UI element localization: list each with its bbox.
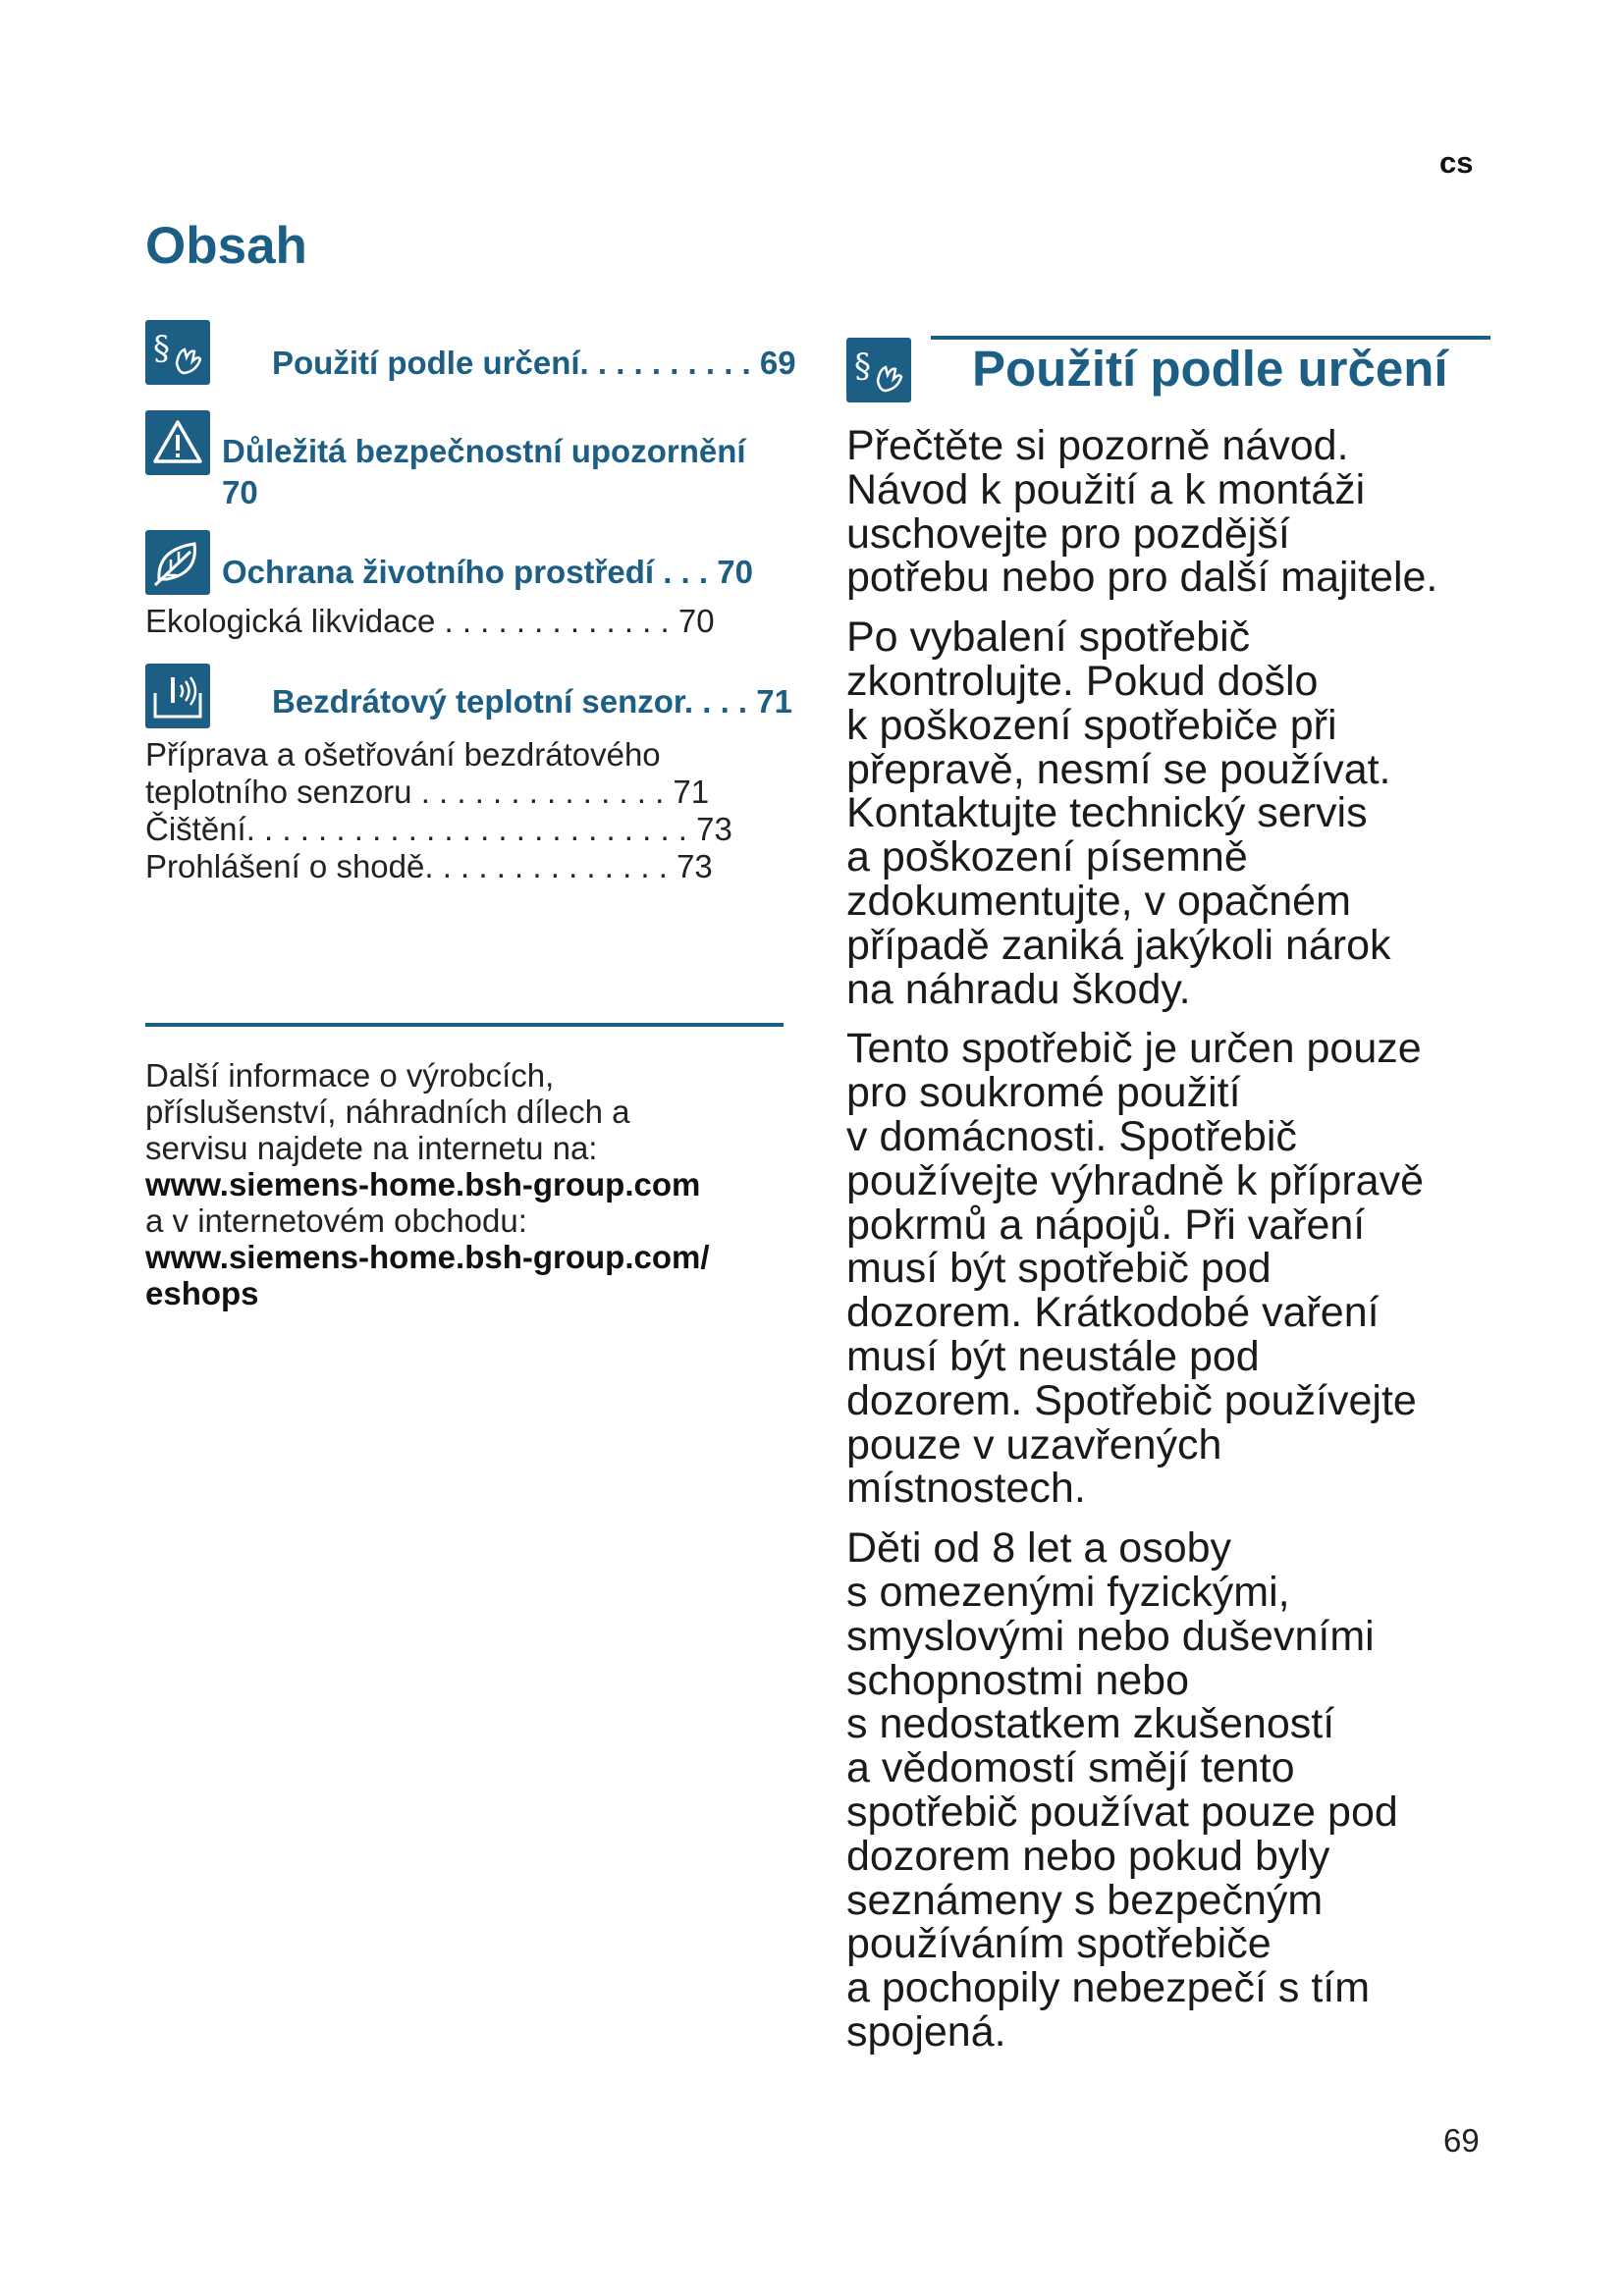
line: Po vybalení spotřebič: [846, 614, 1251, 662]
line: s nedostatkem zkušeností: [846, 1700, 1335, 1748]
leaf-icon: [145, 530, 210, 595]
paragraph: [846, 424, 1514, 600]
line: a poškození písemně: [846, 833, 1248, 881]
line: Návod k použití a k montáži: [846, 465, 1366, 513]
toc-item-environment[interactable]: Ochrana životního prostředí . . . 70: [222, 554, 753, 590]
column-divider: [145, 1023, 784, 1027]
section-title: Použití podle určení: [972, 341, 1448, 397]
line: Děti od 8 let a osoby: [846, 1524, 1232, 1573]
line: uschovejte pro pozdější: [846, 509, 1290, 558]
toc-item-intended-use[interactable]: Použití podle určení. . . . . . . . . . 69: [272, 345, 796, 381]
toc-subitem-cleaning[interactable]: Čištění. . . . . . . . . . . . . . . . . . . . . . . . . 73: [145, 811, 732, 847]
line: případě zaniká jakýkoli nárok: [846, 921, 1391, 969]
page-number: 69: [1443, 2122, 1480, 2159]
line: v domácnosti. Spotřebič: [846, 1112, 1297, 1160]
line: používejte výhradně k přípravě: [846, 1156, 1424, 1204]
line: dozorem. Spotřebič používejte: [846, 1376, 1417, 1424]
info-line: a v internetovém obchodu:: [145, 1202, 527, 1239]
svg-text:§: §: [854, 347, 871, 386]
line: seznámeny s bezpečným: [846, 1876, 1324, 1924]
line: zdokumentujte, v opačném: [846, 877, 1351, 925]
line: schopnostmi nebo: [846, 1656, 1189, 1704]
info-line: Další informace o výrobcích,: [145, 1057, 555, 1094]
line: místnostech.: [846, 1465, 1086, 1513]
paragraph-hand-icon: [846, 338, 911, 402]
line: Tento spotřebič je určen pouze: [846, 1025, 1422, 1073]
toc-item-wireless-sensor[interactable]: Bezdrátový teplotní senzor. . . . 71: [272, 683, 792, 720]
warning-triangle-icon: [145, 410, 210, 475]
line: pro soukromé použití: [846, 1069, 1241, 1117]
paragraph: [846, 1027, 1514, 1511]
line: a vědomostí smějí tento: [846, 1744, 1295, 1792]
info-line: servisu najdete na internetu na:: [145, 1130, 598, 1166]
toc-subitem-disposal[interactable]: Ekologická likvidace . . . . . . . . . . . . . 70: [145, 603, 715, 639]
toc-subitem-preparation[interactable]: Příprava a ošetřování bezdrátového: [145, 736, 661, 773]
toc-item-safety-page[interactable]: 70: [222, 474, 258, 510]
svg-text:§: §: [153, 329, 170, 368]
paragraph: [846, 1526, 1514, 2055]
website-link[interactable]: www.siemens-home.bsh-group.com: [145, 1166, 701, 1202]
line: s omezenými fyzickými,: [846, 1568, 1290, 1616]
section-body: [846, 424, 1514, 2070]
line: zkontrolujte. Pokud došlo: [846, 657, 1319, 705]
line: potřebu nebo pro další majitele.: [846, 554, 1438, 602]
eshop-link-cont[interactable]: eshops: [145, 1275, 259, 1311]
info-block: [145, 1057, 793, 1311]
line: na náhradu škody.: [846, 965, 1191, 1013]
line: musí být spotřebič pod: [846, 1245, 1272, 1293]
line: Přečtěte si pozorně návod.: [846, 422, 1349, 469]
line: pokrmů a nápojů. Při vaření: [846, 1201, 1366, 1249]
line: dozorem. Krátkodobé vaření: [846, 1289, 1380, 1337]
line: spojená.: [846, 2007, 1006, 2056]
line: Kontaktujte technický servis: [846, 789, 1368, 837]
line: k poškození spotřebiče při: [846, 701, 1337, 749]
line: pouze v uzavřených: [846, 1420, 1222, 1468]
wireless-sensor-icon: [145, 664, 210, 728]
line: spotřebič používat pouze pod: [846, 1788, 1398, 1836]
language-code: cs: [1439, 145, 1474, 180]
line: smyslovými nebo duševními: [846, 1612, 1375, 1660]
toc-item-safety[interactable]: Důležitá bezpečnostní upozornění: [222, 433, 746, 469]
line: musí být neustále pod: [846, 1332, 1260, 1380]
paragraph-hand-icon: [145, 320, 210, 385]
page-title: Obsah: [145, 217, 307, 275]
toc-subitem-declaration[interactable]: Prohlášení o shodě. . . . . . . . . . . . . . 73: [145, 848, 713, 884]
line: přepravě, nesmí se používat.: [846, 745, 1391, 793]
line: a pochopily nebezpečí s tím: [846, 1964, 1371, 2012]
eshop-link[interactable]: www.siemens-home.bsh-group.com/: [145, 1239, 710, 1275]
info-line: příslušenství, náhradních dílech a: [145, 1094, 630, 1130]
toc-subitem-preparation-cont[interactable]: teplotního senzoru . . . . . . . . . . . . . . 71: [145, 774, 710, 810]
line: dozorem nebo pokud byly: [846, 1832, 1330, 1880]
line: používáním spotřebiče: [846, 1920, 1272, 1968]
paragraph: [846, 615, 1514, 1011]
